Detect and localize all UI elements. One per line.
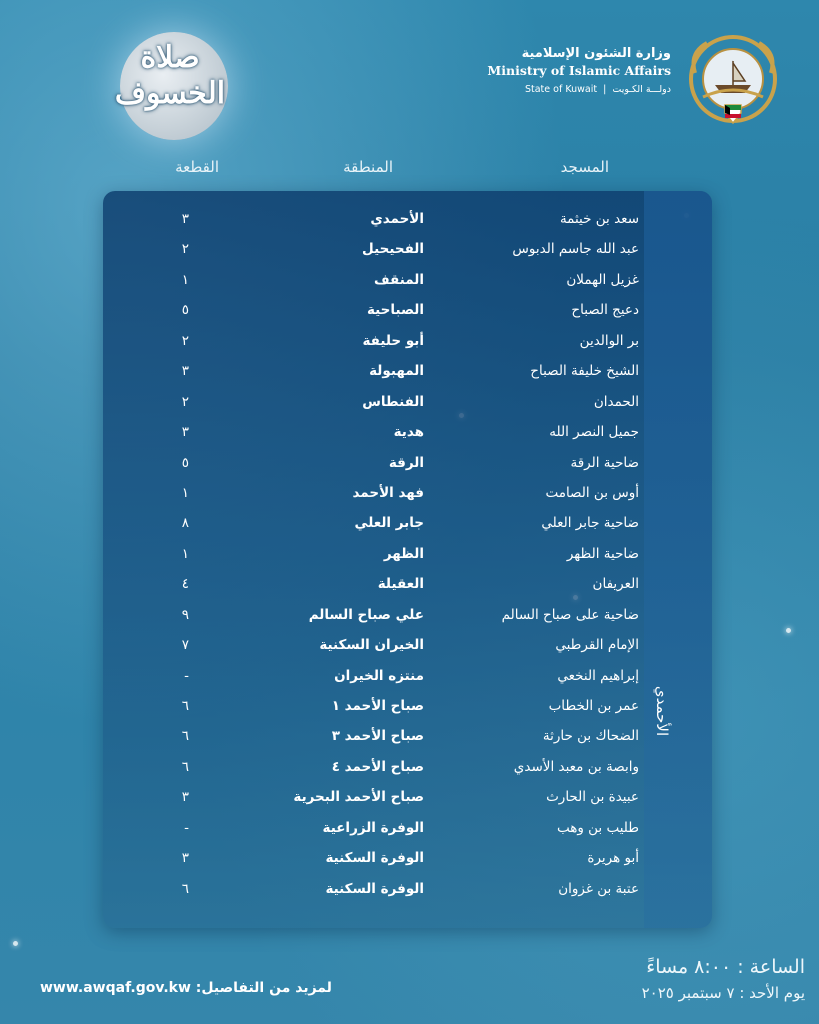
mosque-name: ضاحية الرقة <box>570 454 639 471</box>
mosque-name: ضاحية الظهر <box>566 545 639 562</box>
table-row <box>103 509 644 539</box>
table-row <box>103 449 644 479</box>
area-name: صباح الأحمد البحرية <box>293 789 424 806</box>
table-row <box>103 357 644 387</box>
block-number: ١ <box>181 545 189 562</box>
block-number: ٢ <box>181 393 189 410</box>
mosque-name: أبو هريرة <box>587 850 639 867</box>
table-row <box>103 783 644 813</box>
area-name: العقيلة <box>377 576 424 593</box>
table-row <box>103 662 644 692</box>
area-name: علي صباح السالم <box>308 606 424 623</box>
header-block: القطعة <box>175 158 219 176</box>
block-number: - <box>184 667 189 684</box>
date-text: يوم الأحد : ٧ سبتمبر ٢٠٢٥ <box>641 984 805 1002</box>
block-number: ٦ <box>181 698 189 714</box>
mosque-name: الشيخ خليفة الصباح <box>530 363 639 380</box>
block-number: - <box>184 819 189 836</box>
mosque-name: غزيل الهملان <box>566 271 639 288</box>
block-number: ٩ <box>181 606 189 623</box>
block-number: ٣ <box>181 424 189 441</box>
table-row <box>103 722 644 752</box>
mosque-name: ضاحية جابر العلي <box>541 515 639 532</box>
block-number: ٤ <box>181 576 189 593</box>
state-name-en: State of Kuwait <box>524 84 598 95</box>
block-number: ٢ <box>181 332 189 349</box>
table-row <box>103 479 644 509</box>
mosque-name: الإمام القرطبي <box>555 637 639 654</box>
kuwait-emblem-icon <box>685 33 781 129</box>
area-name: الرقة <box>388 454 424 471</box>
prayer-title <box>95 40 245 112</box>
area-name: منتزه الخيران <box>334 667 424 684</box>
mosque-name: عبيدة بن الحارث <box>546 789 639 806</box>
block-number: ٦ <box>181 880 189 897</box>
area-name: أبو حليفة <box>362 332 424 349</box>
table-row <box>103 601 644 631</box>
mosque-name: طليب بن وهب <box>556 819 639 836</box>
sparkle-icon <box>786 628 791 633</box>
area-name: الفنطاس <box>362 393 424 410</box>
header-mosque: المسجد <box>560 158 609 176</box>
table-row <box>103 266 644 296</box>
block-number: ٦ <box>181 758 189 775</box>
block-number: ٢ <box>181 241 189 258</box>
ministry-name-en: Ministry of Islamic Affairs <box>487 63 671 78</box>
table-headers <box>0 158 819 182</box>
area-name: الوفرة السكنية <box>325 850 424 867</box>
area-name: فهد الأحمد <box>352 484 424 501</box>
block-number: ٣ <box>181 211 189 227</box>
mosque-name: جميل النصر الله <box>549 424 639 441</box>
area-name: صباح الأحمد ١ <box>331 698 424 714</box>
table-row <box>103 296 644 326</box>
event-time <box>642 956 805 1002</box>
prayer-title-line-1: صلاة <box>140 40 200 75</box>
area-name: الفحيحيل <box>362 241 424 258</box>
state-name-ar: دولـــة الكـويت <box>612 84 671 95</box>
mosque-name: ضاحية على صباح السالم <box>501 606 639 623</box>
mosque-name: أوس بن الصامت <box>545 484 639 501</box>
time-text: الساعة : ٨:٠٠ مساءً <box>646 956 805 978</box>
table-row <box>103 388 644 418</box>
table-row <box>103 570 644 600</box>
header-area: المنطقة <box>343 158 393 176</box>
area-name: هدية <box>393 424 424 441</box>
table-row <box>103 631 644 661</box>
region-label: الأحمدي <box>652 685 671 737</box>
table-row <box>103 327 644 357</box>
table-body <box>103 205 644 905</box>
area-name: المهبولة <box>369 363 424 380</box>
sparkle-icon <box>13 941 18 946</box>
area-name: صباح الأحمد ٣ <box>331 728 424 745</box>
area-name: الخيران السكنية <box>319 637 424 654</box>
mosque-table <box>103 191 712 928</box>
table-row <box>103 205 644 235</box>
area-name: صباح الأحمد ٤ <box>331 758 424 775</box>
table-row <box>103 418 644 448</box>
block-number: ٣ <box>181 363 189 380</box>
mosque-name: بر الوالدين <box>579 332 639 349</box>
state-divider: | <box>600 84 610 95</box>
block-number: ٧ <box>181 637 189 654</box>
block-number: ٦ <box>181 728 189 745</box>
details-link-line <box>40 980 332 996</box>
area-name: الأحمدي <box>370 211 424 227</box>
website-link[interactable]: www.awqaf.gov.kw <box>40 980 191 996</box>
block-number: ٥ <box>181 302 189 319</box>
table-row <box>103 692 644 722</box>
block-number: ١ <box>181 271 189 288</box>
state-line <box>487 84 671 95</box>
mosque-name: عتبة بن غزوان <box>558 880 639 897</box>
region-strip <box>644 191 712 928</box>
block-number: ٥ <box>181 454 189 471</box>
mosque-name: الحمدان <box>593 393 639 410</box>
table-row <box>103 753 644 783</box>
ministry-name-ar: وزارة الشئون الإسلامية <box>521 46 671 61</box>
table-row <box>103 540 644 570</box>
block-number: ٨ <box>181 515 189 532</box>
area-name: الظهر <box>383 545 424 562</box>
mosque-name: إبراهيم النخعي <box>557 667 639 684</box>
prayer-title-line-2: الخسوف <box>114 76 226 111</box>
area-name: الصباحية <box>366 302 424 319</box>
block-number: ٣ <box>181 789 189 806</box>
area-name: جابر العلي <box>354 515 424 532</box>
block-number: ١ <box>181 484 189 501</box>
mosque-name: العريفان <box>592 576 639 593</box>
mosque-name: دعيج الصباح <box>571 302 639 319</box>
table-row <box>103 235 644 265</box>
area-name: المنقف <box>373 271 424 288</box>
table-row <box>103 875 644 905</box>
table-row <box>103 814 644 844</box>
mosque-name: الضحاك بن حارثة <box>542 728 639 745</box>
block-number: ٣ <box>181 850 189 867</box>
ministry-header <box>487 46 671 95</box>
mosque-name: وابصة بن معبد الأسدي <box>513 758 639 775</box>
mosque-name: عمر بن الخطاب <box>548 698 639 714</box>
area-name: الوفرة السكنية <box>325 880 424 897</box>
details-label: لمزيد من التفاصيل: <box>195 980 332 996</box>
table-row <box>103 844 644 874</box>
area-name: الوفرة الزراعية <box>322 819 424 836</box>
mosque-name: سعد بن خيثمة <box>559 211 639 227</box>
mosque-name: عبد الله جاسم الدبوس <box>512 241 639 258</box>
